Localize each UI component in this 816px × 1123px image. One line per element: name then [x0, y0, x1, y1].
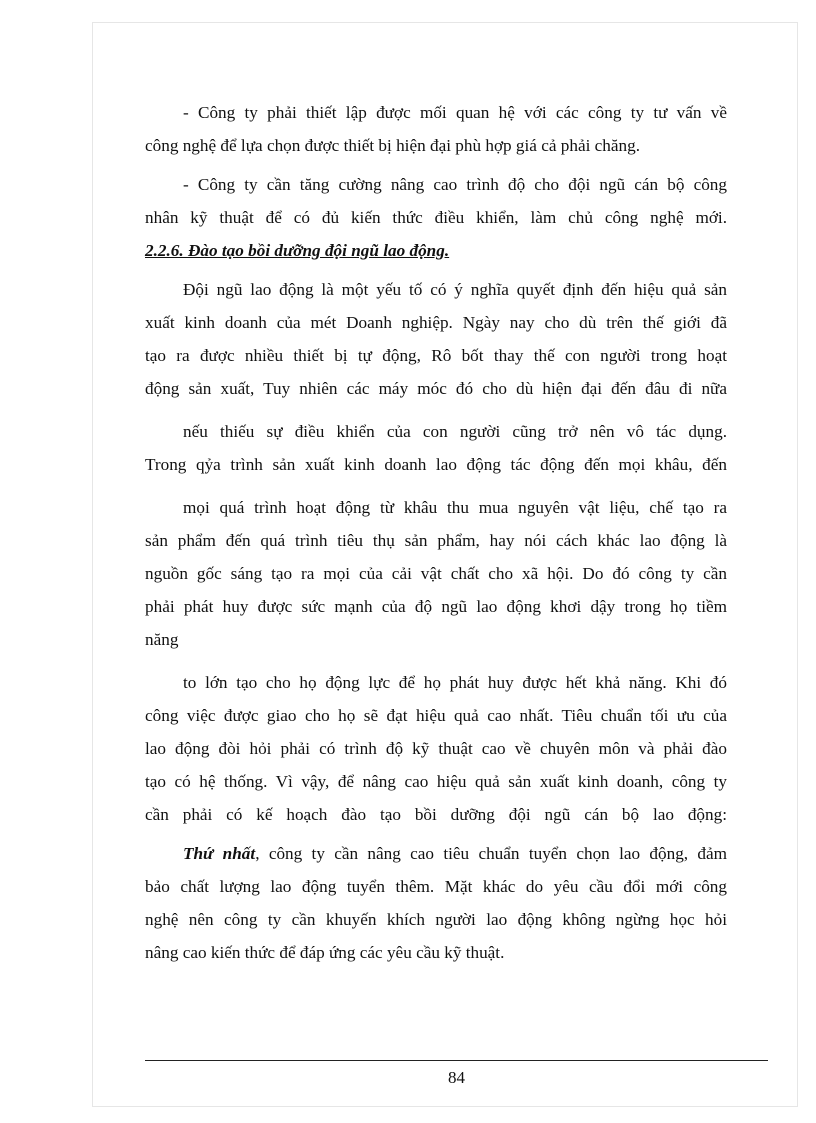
emphasis-lead: Thứ nhất	[183, 844, 256, 863]
text-line: tạo có hệ thống. Vì vậy, để nâng cao hiệu quả sản xuất kinh doanh, công ty	[145, 772, 727, 791]
paragraph-2	[145, 168, 727, 234]
text-line: nhân kỹ thuật để có đủ kiến thức điều khiển, làm chủ công nghệ mới.	[145, 208, 727, 227]
paragraph-6	[145, 666, 727, 831]
text-line: năng	[145, 630, 179, 649]
text-line: - Công ty phải thiết lập được mối quan hệ với các công ty tư vấn về	[183, 103, 727, 122]
text-line: Trong qỷa trình sản xuất kinh doanh lao động tác động đến mọi khâu, đến	[145, 455, 727, 474]
text-line: lao động đòi hỏi phải có trình độ kỹ thuật cao về chuyên môn và phải đào	[145, 739, 727, 758]
text-line: xuất kinh doanh của mét Doanh nghiệp. Ngày nay cho dù trên thế giới đã	[145, 313, 727, 332]
text-line: nếu thiếu sự điều khiển của con người cũng trở nên vô tác dụng.	[183, 422, 727, 441]
text-line: công việc được giao cho họ sẽ đạt hiệu quả cao nhất. Tiêu chuẩn tối ưu của	[145, 706, 727, 725]
text-line: công nghệ để lựa chọn được thiết bị hiện đại phù hợp giá cả phải chăng.	[145, 136, 640, 155]
page-number: 84	[448, 1068, 465, 1087]
text-line: mọi quá trình hoạt động từ khâu thu mua nguyên vật liệu, chế tạo ra	[183, 498, 727, 517]
text-line: tạo ra được nhiều thiết bị tự động, Rô bốt thay thế con người trong hoạt	[145, 346, 727, 365]
section-heading: 2.2.6. Đào tạo bồi dưỡng đội ngũ lao động.	[145, 241, 450, 260]
text-line: bảo chất lượng lao động tuyển thêm. Mặt khác do yêu cầu đổi mới công	[145, 877, 727, 896]
text-line: nghệ nên công ty cần khuyến khích người lao động không ngừng học hỏi	[145, 910, 727, 929]
text-run: , công ty cần nâng cao tiêu chuẩn tuyển chọn lao động, đảm	[255, 844, 728, 863]
text-line: - Công ty cần tăng cường nâng cao trình độ cho đội ngũ cán bộ công	[183, 175, 727, 194]
text-line: to lớn tạo cho họ động lực để họ phát huy được hết khả năng. Khi đó	[183, 673, 727, 692]
paragraph-1	[145, 96, 727, 162]
text-line: cần phải có kế hoạch đào tạo bồi dưỡng đội ngũ cán bộ lao động:	[145, 805, 727, 824]
paragraph-3	[145, 273, 727, 405]
text-line: nguồn gốc sáng tạo ra mọi của cải vật chất cho xã hội. Do đó công ty cần	[145, 564, 727, 583]
paragraph-4	[145, 415, 727, 481]
paragraph-5	[145, 491, 727, 656]
paragraph-7	[145, 837, 727, 969]
page-content	[145, 96, 727, 969]
text-line: Đội ngũ lao động là một yếu tố có ý nghĩa quyết định đến hiệu quả sản	[183, 280, 727, 299]
text-line: phải phát huy được sức mạnh của độ ngũ lao động khơi dậy trong họ tiềm	[145, 597, 727, 616]
text-line: sản phẩm đến quá trình tiêu thụ sản phẩm, hay nói cách khác lao động là	[145, 531, 727, 550]
text-line: nâng cao kiến thức để đáp ứng các yêu cầu kỹ thuật.	[145, 943, 505, 962]
text-line: động sản xuất, Tuy nhiên các máy móc đó cho dù hiện đại đến đâu đi nữa	[145, 379, 727, 398]
text-line	[145, 837, 727, 870]
footer-divider	[145, 1060, 768, 1061]
